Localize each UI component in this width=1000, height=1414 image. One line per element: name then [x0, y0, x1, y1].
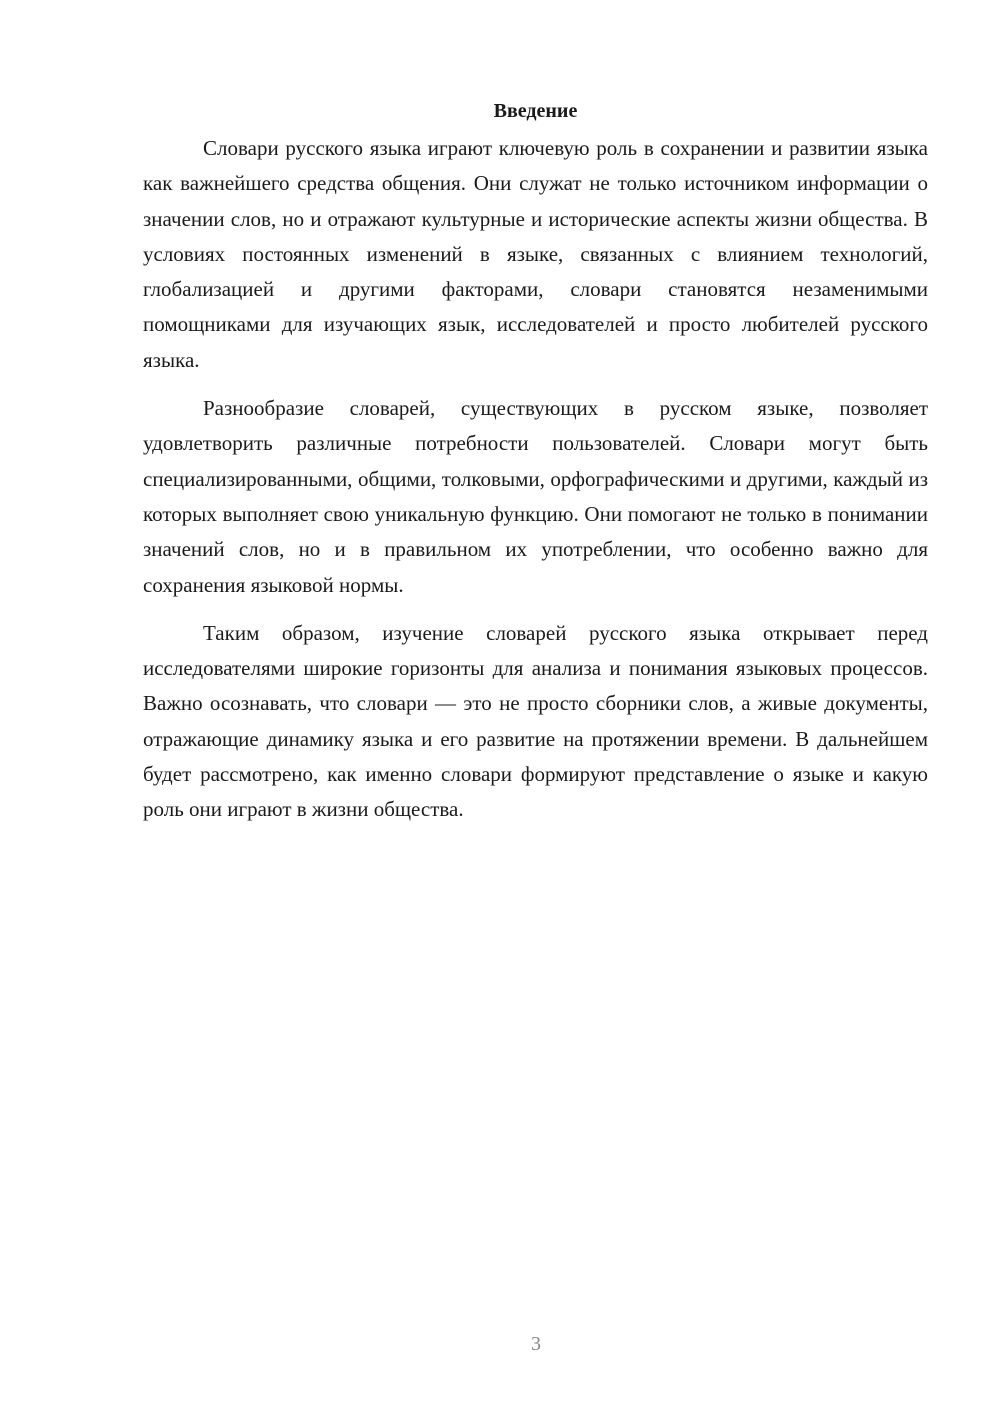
page-content: [143, 96, 928, 841]
section-heading: Введение: [493, 100, 578, 122]
page-number: 3: [531, 1333, 541, 1355]
paragraph-2: Разнообразие словарей, существующих в русском языке, позволяет удовлетворить различные потребности пользователей. Словари могут быть специализированными, общими, толковыми, орфографическими и другими, каждый из которых выполняет свою уникальную функцию. Они помогают не только в понимании значений слов, но и в правильном их употреблении, что особенно важно для сохранения языковой нормы.: [143, 396, 928, 597]
paragraph-1: Словари русского языка играют ключевую роль в сохранении и развитии языка как важнейшего средства общения. Они служат не только источником информации о значении слов, но и отражают культурные и исторические аспекты жизни общества. В условиях постоянных изменений в языке, связанных с влиянием технологий, глобализацией и другими факторами, словари становятся незаменимыми помощниками для изучающих язык, исследователей и просто любителей русского языка.: [143, 136, 928, 372]
paragraph-3: Таким образом, изучение словарей русского языка открывает перед исследователями широкие горизонты для анализа и понимания языковых процессов. Важно осознавать, что словари — это не просто сборники слов, а живые документы, отражающие динамику языка и его развитие на протяжении времени. В дальнейшем будет рассмотрено, как именно словари формируют представление о языке и какую роль они играют в жизни общества.: [143, 620, 928, 822]
